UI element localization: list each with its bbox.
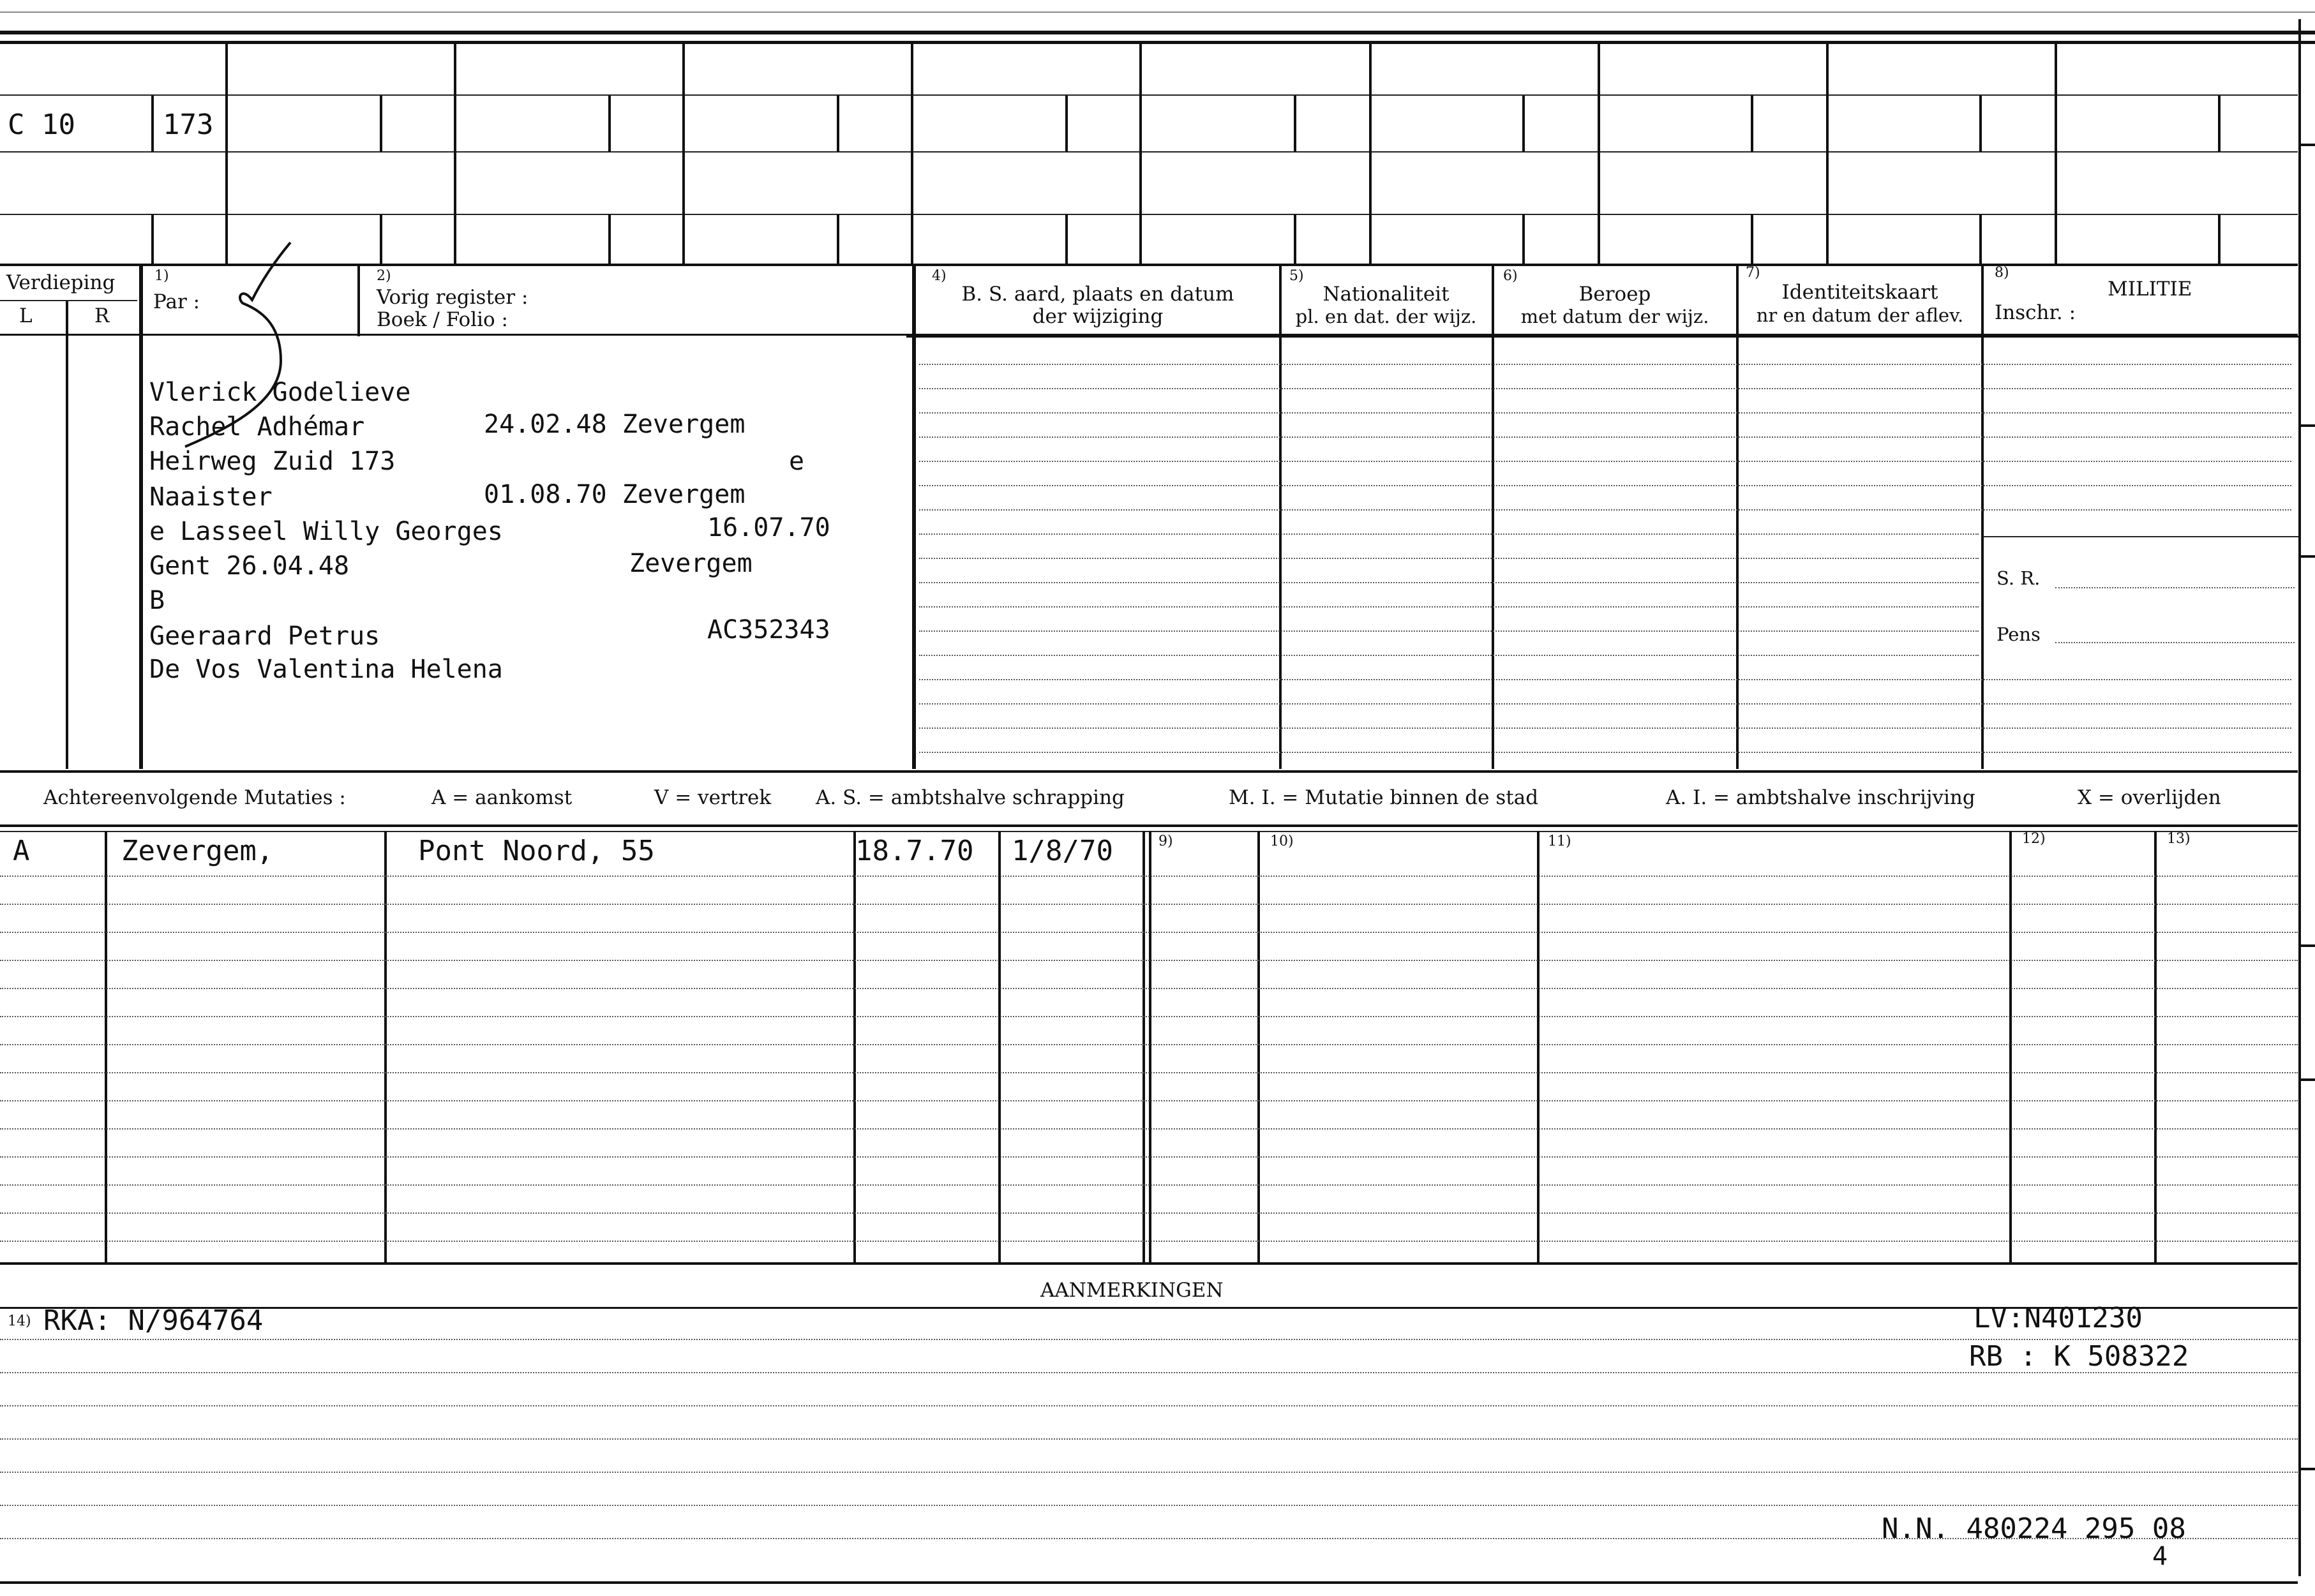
id-code: AC352343 [707,615,830,645]
legend-mi: M. I. = Mutatie binnen de stad [1229,786,1539,809]
note-4: 4) [932,268,947,284]
birth-date-place: 24.02.48 Zevergem [484,410,745,439]
occupation-date-place: 01.08.70 Zevergem [484,480,745,509]
note-6: 6) [1503,268,1518,284]
national-number: N.N. 480224 295 08 [1882,1512,2186,1545]
bs-header-line1: B. S. aard, plaats en datum [961,283,1234,306]
address: Heirweg Zuid 173 [149,447,396,476]
mutation-date-2: 1/8/70 [1012,835,1113,867]
rb-number: RB : K 508322 [1969,1340,2189,1373]
register-number: 173 [163,108,214,141]
col-l-label: L [19,304,33,327]
handwritten-mark [147,236,294,466]
bs-header-line2: der wijziging [1032,305,1164,328]
pens-label: Pens [1997,623,2041,645]
beroep-header-line2: met datum der wijz. [1520,306,1709,327]
nationaliteit-header-line2: pl. en dat. der wijz. [1295,306,1477,327]
militie-label: MILITIE [2108,278,2192,301]
col-13-label: 13) [2167,831,2191,847]
identiteitskaart-header-line1: Identiteitskaart [1781,281,1938,304]
col-9-label: 9) [1158,833,1173,849]
beroep-header-line1: Beroep [1578,283,1651,306]
lv-number: LV:N401230 [1974,1302,2143,1334]
note-7: 7) [1746,265,1760,281]
col-12-label: 12) [2022,831,2046,847]
boek-folio-label: Boek / Folio : [377,308,508,331]
mutation-place: Zevergem, [121,835,274,867]
par-label: Par : [153,290,200,313]
legend-v: V = vertrek [654,786,772,809]
inschr-label: Inschr. : [1995,301,2076,324]
person-given-names: Rachel Adhémar [149,412,365,442]
legend-a: A = aankomst [431,786,573,809]
note-14: 14) [8,1313,31,1329]
legend-ai: A. I. = ambtshalve inschrijving [1666,786,1975,809]
mutation-type: A [13,835,30,867]
vorig-register-label: Vorig register : [377,286,528,309]
col-10-label: 10) [1270,833,1294,849]
civil-state: B [149,586,165,615]
mother-name: De Vos Valentina Helena [149,655,503,684]
verdieping-label: Verdieping [6,271,116,294]
father-name: Geeraard Petrus [149,622,380,651]
spouse-name: e Lasseel Willy Georges [149,517,503,546]
rka-number: RKA: N/964764 [43,1304,264,1337]
note-2: 2) [377,268,391,284]
col-r-label: R [94,304,110,327]
legend-as: A. S. = ambtshalve schrapping [816,786,1125,809]
mutaties-title: Achtereenvolgende Mutaties : [43,786,346,809]
col-11-label: 11) [1548,833,1571,849]
mutation-date-1: 18.7.70 [855,835,974,867]
occupation: Naaister [149,482,273,512]
remarks-title: AANMERKINGEN [1040,1279,1224,1302]
register-code: C 10 [8,108,75,141]
marriage-date: 16.07.70 [707,513,830,542]
mutation-address: Pont Noord, 55 [418,835,655,867]
national-number-correction: 4 [2152,1542,2168,1571]
legend-x: X = overlijden [2078,786,2221,809]
note-1: 1) [154,268,169,284]
marriage-place: Zevergem [629,549,753,578]
address-mark: e [789,447,805,476]
sr-label: S. R. [1997,567,2041,589]
nationaliteit-header-line1: Nationaliteit [1322,283,1450,306]
note-5: 5) [1289,268,1304,284]
note-8: 8) [1995,265,2009,281]
person-name: Vlerick Godelieve [149,378,411,407]
identiteitskaart-header-line2: nr en datum der aflev. [1756,304,1964,326]
spouse-birth: Gent 26.04.48 [149,551,350,581]
